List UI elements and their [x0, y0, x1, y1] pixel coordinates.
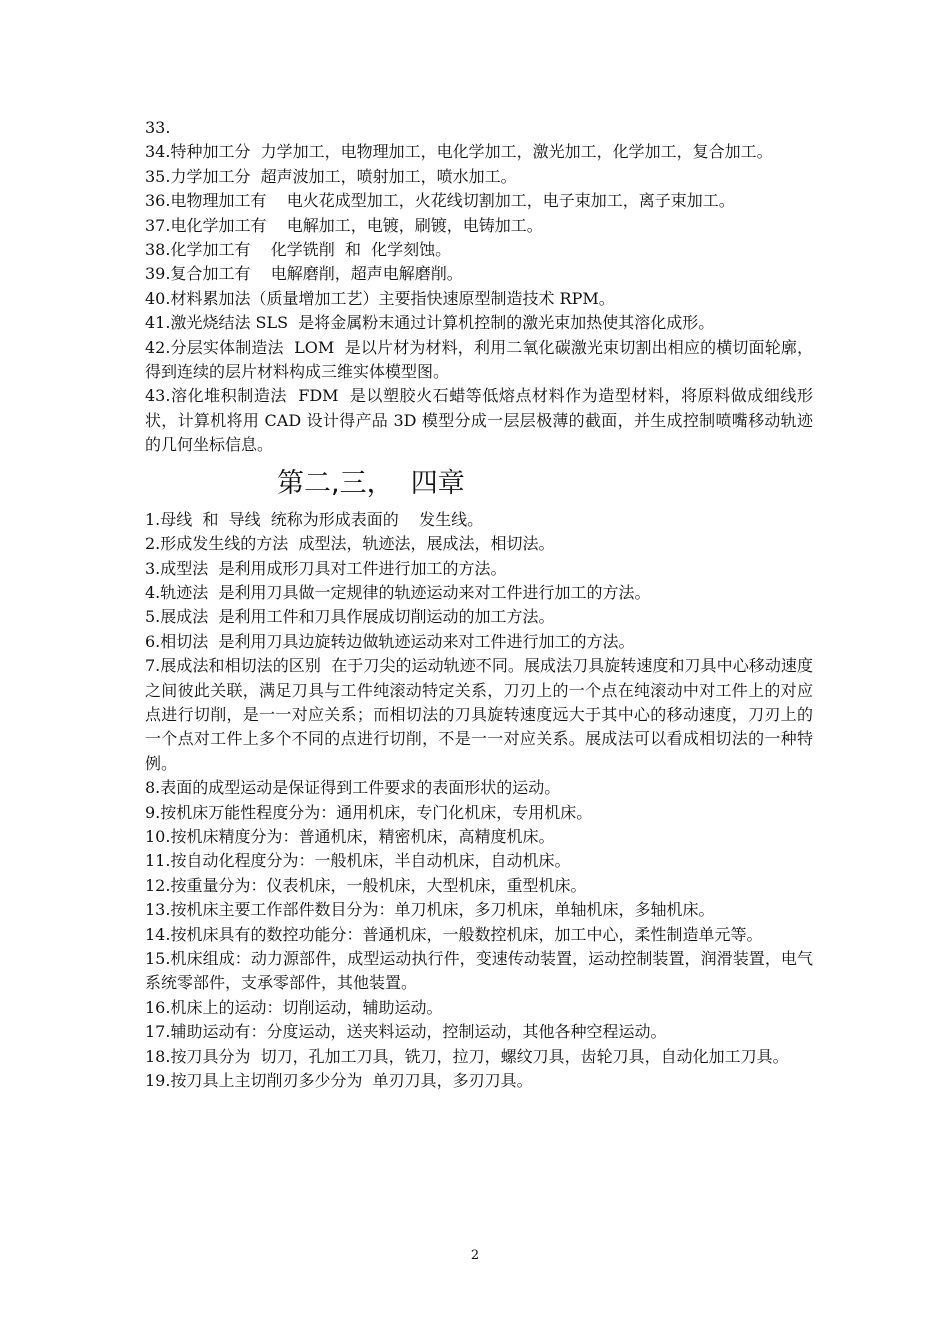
paragraph-39: 39.复合加工有 电解磨削，超声电解磨削。: [145, 264, 463, 284]
paragraph-18: 18.按刀具分为 切刀，孔加工刀具，铣刀，拉刀，螺纹刀具，齿轮刀具，自动化加工刀具。: [145, 1046, 789, 1066]
paragraph-7: 7.展成法和相切法的区别 在于刀尖的运动轨迹不同。展成法刀具旋转速度和刀具中心移动速度之间彼此关联，满足刀具与工件纯滚动特定关系，刀刃上的一个点在纯滚动中对工件上的对应点进行切削，是一一对应关系；而相切法的刀具旋转速度远大于其中心的移动速度，刀刃上的一个点对工件上多个不同的点进行切削，不是一一对应关系。展成法可以看成相切法的一种特例。: [145, 656, 813, 773]
paragraph-40: 40.材料累加法（质量增加工艺）主要指快速原型制造技术 RPM。: [145, 288, 615, 308]
paragraph-5: 5.展成法 是利用工件和刀具作展成切削运动的加工方法。: [145, 607, 555, 627]
paragraph-38: 38.化学加工有 化学铣削 和 化学刻蚀。: [145, 240, 452, 260]
page-number: 2: [470, 1248, 480, 1263]
paragraph-42: 42.分层实体制造法 LOM 是以片材为材料，利用二氧化碳激光束切割出相应的横切面轮廓，得到连续的层片材料构成三维实体模型图。: [145, 337, 813, 382]
paragraph-16: 16.机床上的运动：切削运动，辅助运动。: [145, 997, 443, 1017]
paragraph-10: 10.按机床精度分为：普通机床，精密机床，高精度机床。: [145, 826, 555, 846]
paragraph-8: 8.表面的成型运动是保证得到工件要求的表面形状的运动。: [145, 778, 561, 798]
section-machine-tools: [145, 508, 813, 1094]
paragraph-13: 13.按机床主要工作部件数目分为：单刀机床，多刀机床，单轴机床，多轴机床。: [145, 900, 715, 920]
paragraph-17: 17.辅助运动有：分度运动，送夹料运动，控制运动，其他各种空程运动。: [145, 1022, 667, 1042]
paragraph-9: 9.按机床万能性程度分为：通用机床，专门化机床，专用机床。: [145, 802, 593, 822]
paragraph-6: 6.相切法 是利用刀具边旋转边做轨迹运动来对工件进行加工的方法。: [145, 631, 635, 651]
paragraph-34: 34.特种加工分 力学加工，电物理加工，电化学加工，激光加工，化学加工，复合加工。: [145, 142, 773, 162]
paragraph-12: 12.按重量分为：仪表机床，一般机床，大型机床，重型机床。: [145, 875, 587, 895]
paragraph-14: 14.按机床具有的数控功能分：普通机床，一般数控机床，加工中心，柔性制造单元等。: [145, 924, 763, 944]
paragraph-1: 1.母线 和 导线 统称为形成表面的 发生线。: [145, 509, 484, 529]
paragraph-11: 11.按自动化程度分为：一般机床，半自动机床，自动机床。: [145, 851, 571, 871]
paragraph-19: 19.按刀具上主切削刃多少分为 单刃刀具，多刃刀具。: [145, 1071, 533, 1091]
paragraph-36: 36.电物理加工有 电火花成型加工，火花线切割加工，电子束加工，离子束加工。: [145, 191, 735, 211]
paragraph-41: 41.激光烧结法 SLS 是将金属粉末通过计算机控制的激光束加热使其溶化成形。: [145, 313, 715, 333]
section-special-machining: [145, 116, 813, 458]
paragraph-3: 3.成型法 是利用成形刀具对工件进行加工的方法。: [145, 558, 507, 578]
paragraph-43: 43.溶化堆积制造法 FDM 是以塑胶火石蜡等低熔点材料作为造型材料，将原料做成细线形状，计算机将用 CAD 设计得产品 3D 模型分成一层层极薄的截面，并生成控制喷嘴移动轨迹的几何坐标信息。: [145, 386, 813, 455]
paragraph-4: 4.轨迹法 是利用刀具做一定规律的轨迹运动来对工件进行加工的方法。: [145, 582, 651, 602]
chapter-heading: 第二,三， 四章: [277, 467, 465, 499]
paragraph-35: 35.力学加工分 超声波加工，喷射加工，喷水加工。: [145, 166, 517, 186]
document-body: [145, 116, 813, 1093]
paragraph-2: 2.形成发生线的方法 成型法，轨迹法，展成法，相切法。: [145, 534, 555, 554]
paragraph-37: 37.电化学加工有 电解加工，电镀，刷镀，电铸加工。: [145, 215, 543, 235]
paragraph-15: 15.机床组成：动力源部件，成型运动执行件，变速传动装置，运动控制装置，润滑装置，电气系统零部件，支承零部件，其他装置。: [145, 949, 813, 993]
paragraph-33: 33.: [145, 118, 171, 137]
